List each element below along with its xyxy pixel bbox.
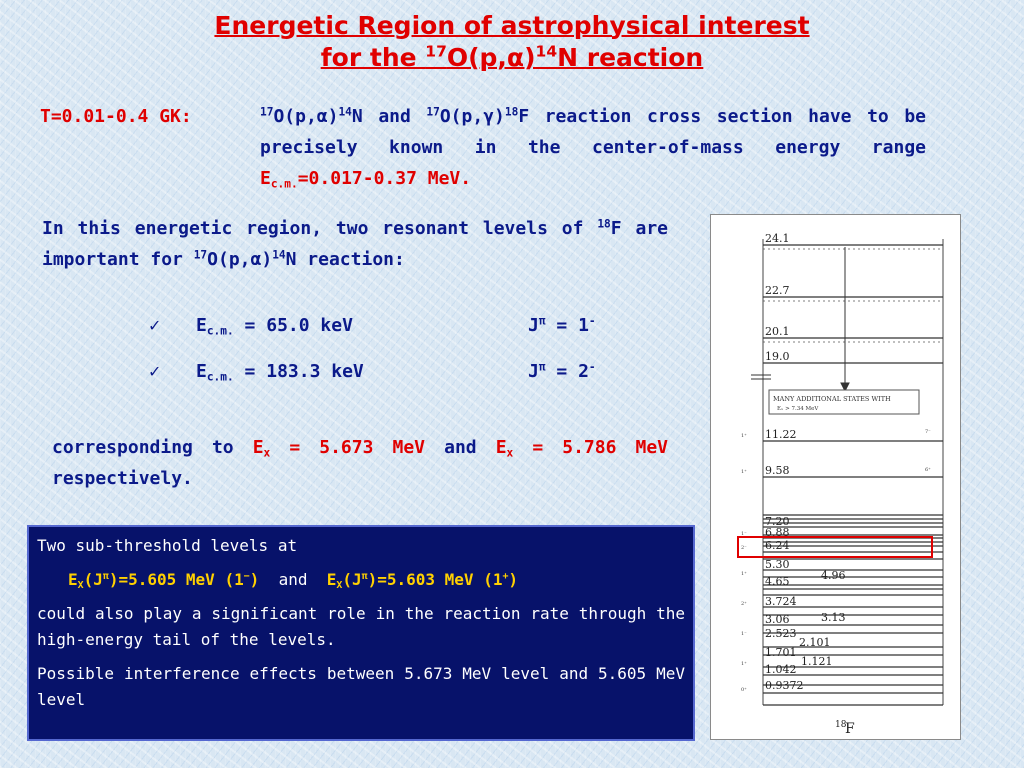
svg-text:1⁺: 1⁺ [741,433,747,439]
temperature-description: $^{17}O(p,\alpha)^{14}N$ and $^{17}O(p,\gamma)^{18}F$ reaction cross section have to be precisely known in the center-of-mass energy range $E_{c.m.}=0.017-0.37$ MeV. [260,105,926,191]
svg-text:22.7: 22.7 [765,284,790,297]
svg-text:3.13: 3.13 [821,611,846,624]
svg-text:6⁺: 6⁺ [925,467,931,473]
svg-text:20.1: 20.1 [765,325,790,338]
svg-text:24.1: 24.1 [765,232,790,245]
svg-text:2.523: 2.523 [765,627,797,640]
svg-text:1.701: 1.701 [765,646,797,659]
subthreshold-box [27,525,695,741]
intro-paragraph: In this energetic region, two resonant levels of $^{18}$F are important for $^{17}O(p,\alpha)^{14}N$ reaction: [42,217,668,270]
resonance-level-1 [148,312,648,340]
level-1-energy: $E_{c.m.} = 65.0$ keV [196,315,353,338]
svg-text:7.20: 7.20 [765,515,790,528]
svg-text:1.121: 1.121 [801,655,833,668]
nucleus-symbol: F [845,721,855,737]
svg-text:9.58: 9.58 [765,464,790,477]
subthreshold-interference: Possible interference effects between 5.673 MeV level and 5.605 MeV level [37,664,685,709]
level-1-spin-parity: $J^\pi = 1^-$ [528,314,596,336]
svg-text:5.30: 5.30 [765,558,790,571]
subthreshold-role: could also play a significant role in the reaction rate through the high-energy tail of the levels. [37,604,685,649]
svg-text:2⁻: 2⁻ [741,545,747,551]
level-scheme-svg [711,215,960,739]
resonance-level-2 [148,358,648,386]
check-icon: ✓ [148,316,162,335]
hatch-bands [763,249,943,342]
title-line-1: Energetic Region of astrophysical interest [214,11,810,40]
slide-title [0,10,1024,74]
subthreshold-levels: $E_X(J^\pi)=5.605$ MeV (1−) and $E_X(J^\pi)=5.603$ MeV (1+) [68,570,519,591]
nucleus-mass-number: 18 [835,720,847,730]
corresponding-paragraph: corresponding to $E_x = 5.673$ MeV and $E_x = 5.786$ MeV respectively. [52,437,669,489]
title-line-2: for the $^{17}O(p,\alpha)^{14}N$ reaction [320,42,704,72]
decay-arrow [841,247,849,391]
level-scheme-diagram [710,214,961,740]
svg-text:0.9372: 0.9372 [765,679,804,692]
svg-text:4.96: 4.96 [821,569,846,582]
svg-text:1⁺: 1⁺ [741,571,747,577]
note-subtext: Eₓ > 7.34 MeV [777,406,819,412]
svg-text:3.724: 3.724 [765,595,797,608]
svg-text:1⁺: 1⁺ [741,661,747,667]
svg-text:7⁻: 7⁻ [925,429,931,435]
svg-text:11.22: 11.22 [765,428,797,441]
svg-text:1⁻: 1⁻ [741,531,747,537]
check-icon: ✓ [148,362,162,381]
temperature-label: T=0.01-0.4 GK: [40,106,192,127]
note-text: MANY ADDITIONAL STATES WITH [773,395,891,403]
level-2-spin-parity: $J^\pi = 2^-$ [528,360,596,382]
svg-text:1⁻: 1⁻ [741,631,747,637]
svg-text:4.65: 4.65 [765,575,790,588]
svg-text:6.24: 6.24 [765,539,790,552]
svg-text:6.88: 6.88 [765,526,790,539]
svg-text:2.101: 2.101 [799,636,831,649]
svg-text:19.0: 19.0 [765,350,790,363]
energy-range: $E_{c.m.}=0.017-0.37$ MeV. [260,168,472,191]
level-2-energy: $E_{c.m.} = 183.3$ keV [196,361,364,384]
svg-text:1.042: 1.042 [765,663,797,676]
svg-text:0⁺: 0⁺ [741,687,747,693]
svg-text:1⁺: 1⁺ [741,469,747,475]
subthreshold-intro: Two sub-threshold levels at [37,536,298,555]
svg-text:2⁺: 2⁺ [741,601,747,607]
svg-text:3.06: 3.06 [765,613,790,626]
